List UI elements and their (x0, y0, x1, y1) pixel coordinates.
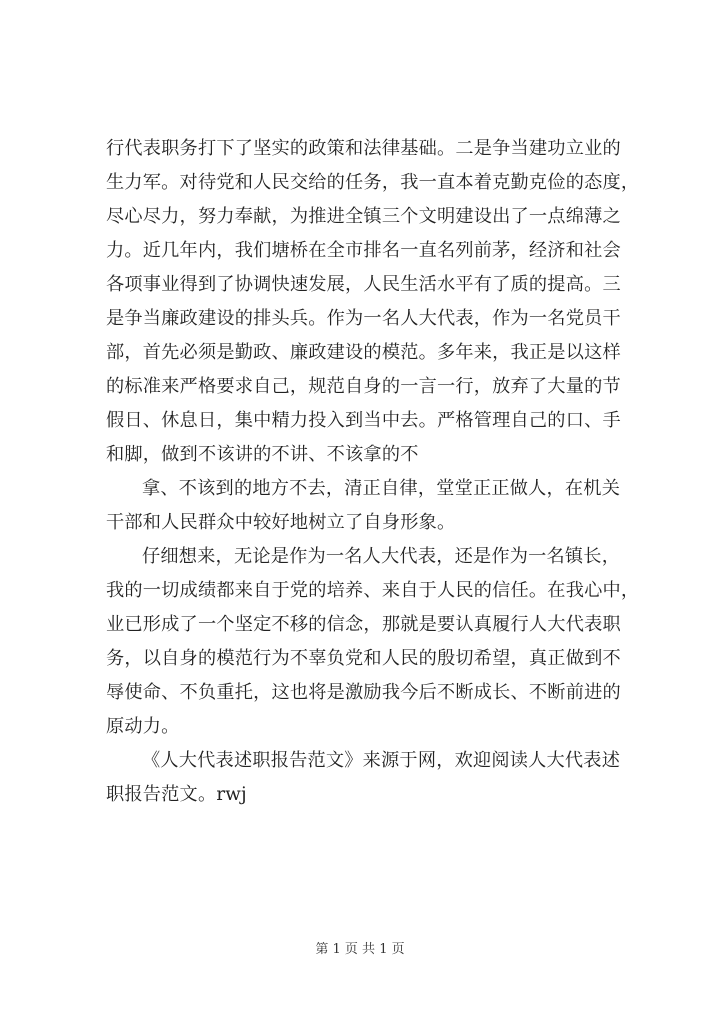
text-line: 各项事业得到了协调快速发展，人民生活水平有了质的提高。三 (106, 274, 621, 295)
text-line: 我的一切成绩都来自于党的培养、来自于人民的信任。在我心中， (106, 580, 640, 601)
text-line: 力。近几年内，我们塘桥在全市排名一直名列前茅，经济和社会 (106, 240, 621, 261)
text-line: 行代表职务打下了坚实的政策和法律基础。二是争当建功立业的 (106, 138, 621, 159)
text-line: 业已形成了一个坚定不移的信念，那就是要认真履行人大代表职 (106, 614, 621, 635)
paragraph-start-line: 《人大代表述职报告范文》来源于网，欢迎阅读人大代表述 (142, 750, 621, 771)
text-line: 部，首先必须是勤政、廉政建设的模范。多年来，我正是以这样 (106, 342, 621, 363)
text-line: 和脚，做到不该讲的不讲、不该拿的不 (106, 444, 419, 465)
text-line: 干部和人民群众中较好地树立了自身形象。 (106, 512, 456, 533)
text-line: 生力军。对待党和人民交给的任务，我一直本着克勤克俭的态度， (106, 172, 640, 193)
text-line: 务，以自身的模范行为不辜负党和人民的殷切希望，真正做到不 (106, 648, 621, 669)
text-line: 的标准来严格要求自己，规范自身的一言一行，放弃了大量的节 (106, 376, 621, 397)
text-line: 职报告范文。rwj (106, 784, 247, 805)
text-line: 辱使命、不负重托，这也将是激励我今后不断成长、不断前进的 (106, 682, 621, 703)
document-body (106, 132, 640, 812)
text-line: 是争当廉政建设的排头兵。作为一名人大代表，作为一名党员干 (106, 308, 621, 329)
page-number-footer: 第 1 页 共 1 页 (315, 942, 405, 957)
paragraph-start-line: 仔细想来，无论是作为一名人大代表，还是作为一名镇长， (142, 546, 621, 567)
text-line: 假日、休息日，集中精力投入到当中去。严格管理自己的口、手 (106, 410, 621, 431)
text-line: 原动力。 (106, 716, 180, 737)
text-line: 尽心尽力，努力奉献，为推进全镇三个文明建设出了一点绵薄之 (106, 206, 621, 227)
paragraph-start-line: 拿、不该到的地方不去，清正自律，堂堂正正做人，在机关 (142, 478, 621, 499)
